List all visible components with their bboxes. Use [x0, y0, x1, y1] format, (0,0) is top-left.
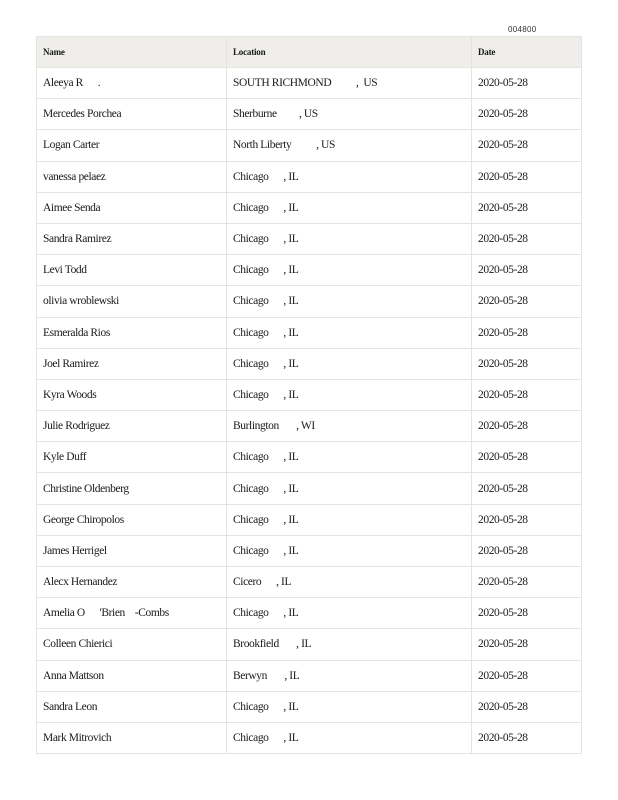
table-row [37, 348, 582, 379]
cell-date: 2020-05-28 [472, 130, 582, 161]
cell-date: 2020-05-28 [472, 535, 582, 566]
cell-date: 2020-05-28 [472, 722, 582, 753]
cell-date: 2020-05-28 [472, 442, 582, 473]
table-row [37, 192, 582, 223]
table-row [37, 379, 582, 410]
cell-date: 2020-05-28 [472, 68, 582, 99]
table-row [37, 504, 582, 535]
cell-date: 2020-05-28 [472, 255, 582, 286]
cell-name: Levi Todd [37, 255, 227, 286]
table-row [37, 629, 582, 660]
table-row [37, 691, 582, 722]
cell-location: Chicago , IL [227, 161, 472, 192]
table-row [37, 473, 582, 504]
table-row [37, 99, 582, 130]
table-row [37, 130, 582, 161]
cell-date: 2020-05-28 [472, 348, 582, 379]
cell-location: Chicago , IL [227, 379, 472, 410]
cell-location: Chicago , IL [227, 192, 472, 223]
cell-name: Aimee Senda [37, 192, 227, 223]
table-row [37, 598, 582, 629]
cell-date: 2020-05-28 [472, 660, 582, 691]
cell-name: Kyra Woods [37, 379, 227, 410]
cell-name: Joel Ramirez [37, 348, 227, 379]
cell-date: 2020-05-28 [472, 629, 582, 660]
table-row [37, 567, 582, 598]
cell-location: Chicago , IL [227, 442, 472, 473]
cell-date: 2020-05-28 [472, 504, 582, 535]
table-header-row [37, 37, 582, 68]
cell-location: Chicago , IL [227, 286, 472, 317]
cell-location: Brookfield , IL [227, 629, 472, 660]
cell-name: Julie Rodriguez [37, 411, 227, 442]
table-row [37, 68, 582, 99]
table-row [37, 660, 582, 691]
cell-date: 2020-05-28 [472, 598, 582, 629]
table-row [37, 161, 582, 192]
signers-table [36, 36, 582, 754]
cell-name: vanessa pelaez [37, 161, 227, 192]
cell-location: North Liberty , US [227, 130, 472, 161]
cell-date: 2020-05-28 [472, 223, 582, 254]
cell-location: Chicago , IL [227, 598, 472, 629]
cell-date: 2020-05-28 [472, 161, 582, 192]
cell-location: Sherburne , US [227, 99, 472, 130]
cell-location: Chicago , IL [227, 223, 472, 254]
cell-date: 2020-05-28 [472, 473, 582, 504]
cell-name: Mercedes Porchea [37, 99, 227, 130]
column-header-date: Date [472, 37, 582, 68]
cell-name: Mark Mitrovich [37, 722, 227, 753]
cell-location: Chicago , IL [227, 722, 472, 753]
cell-date: 2020-05-28 [472, 192, 582, 223]
cell-date: 2020-05-28 [472, 317, 582, 348]
cell-date: 2020-05-28 [472, 567, 582, 598]
table-row [37, 317, 582, 348]
cell-name: Esmeralda Rios [37, 317, 227, 348]
table-row [37, 535, 582, 566]
cell-date: 2020-05-28 [472, 411, 582, 442]
cell-date: 2020-05-28 [472, 99, 582, 130]
cell-name: Kyle Duff [37, 442, 227, 473]
cell-name: George Chiropolos [37, 504, 227, 535]
cell-location: Chicago , IL [227, 255, 472, 286]
cell-location: Chicago , IL [227, 504, 472, 535]
cell-location: Chicago , IL [227, 348, 472, 379]
table-row [37, 255, 582, 286]
cell-location: Burlington , WI [227, 411, 472, 442]
cell-location: Chicago , IL [227, 473, 472, 504]
cell-name: Sandra Leon [37, 691, 227, 722]
cell-date: 2020-05-28 [472, 379, 582, 410]
table-body [37, 68, 582, 754]
cell-date: 2020-05-28 [472, 691, 582, 722]
cell-name: olivia wroblewski [37, 286, 227, 317]
document-id: 004800 [508, 25, 537, 34]
table-row [37, 286, 582, 317]
table-row [37, 223, 582, 254]
cell-location: Chicago , IL [227, 535, 472, 566]
table-row [37, 722, 582, 753]
cell-name: Sandra Ramirez [37, 223, 227, 254]
table-row [37, 442, 582, 473]
cell-name: Anna Mattson [37, 660, 227, 691]
cell-name: James Herrigel [37, 535, 227, 566]
column-header-location: Location [227, 37, 472, 68]
table-row [37, 411, 582, 442]
cell-name: Logan Carter [37, 130, 227, 161]
cell-name: Amelia O 'Brien -Combs [37, 598, 227, 629]
cell-location: Chicago , IL [227, 691, 472, 722]
cell-date: 2020-05-28 [472, 286, 582, 317]
cell-location: Berwyn , IL [227, 660, 472, 691]
cell-location: Cicero , IL [227, 567, 472, 598]
cell-name: Aleeya R . [37, 68, 227, 99]
cell-name: Christine Oldenberg [37, 473, 227, 504]
cell-location: SOUTH RICHMOND , US [227, 68, 472, 99]
cell-name: Colleen Chierici [37, 629, 227, 660]
column-header-name: Name [37, 37, 227, 68]
cell-name: Alecx Hernandez [37, 567, 227, 598]
cell-location: Chicago , IL [227, 317, 472, 348]
